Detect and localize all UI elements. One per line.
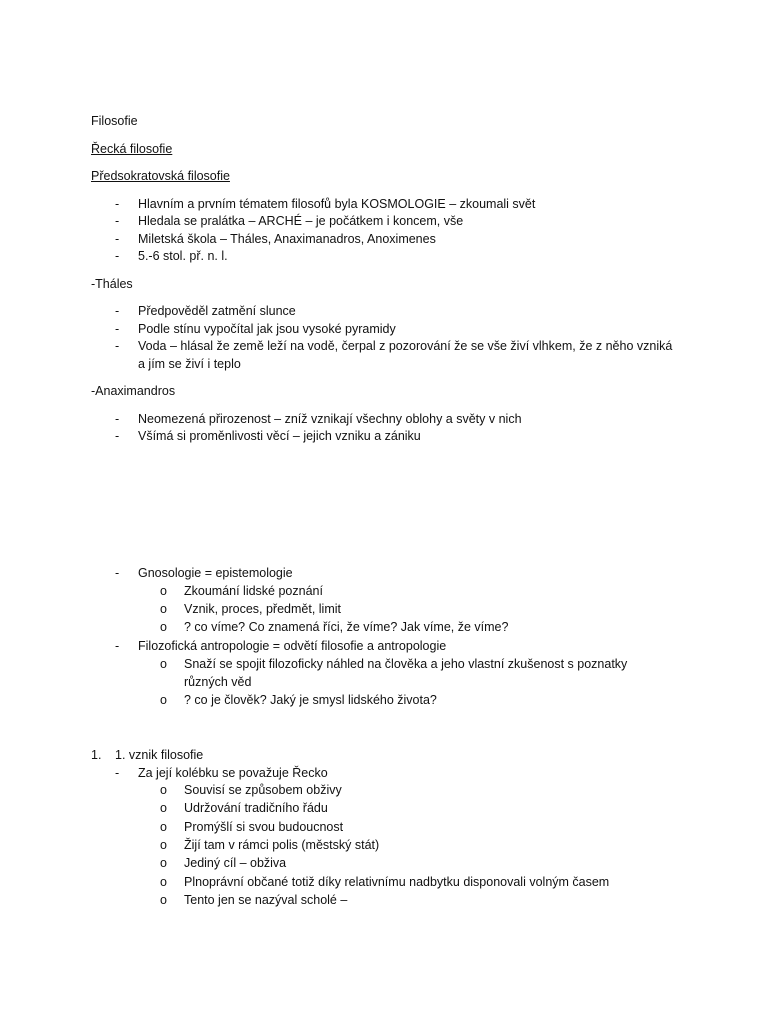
circle-bullet: o	[160, 875, 167, 889]
document-title: Filosofie	[91, 114, 138, 128]
dash-bullet: -	[115, 322, 120, 336]
circle-bullet: o	[160, 801, 167, 815]
dash-bullet: -	[115, 214, 120, 228]
circle-bullet: o	[160, 893, 167, 907]
dash-bullet: -	[115, 412, 120, 426]
section-heading-anaximandros: -Anaximandros	[91, 384, 176, 398]
section-heading-greek: Řecká filosofie	[91, 142, 173, 156]
dash-bullet: -	[115, 249, 120, 263]
dash-bullet: -	[115, 232, 120, 246]
circle-bullet: o	[160, 856, 167, 870]
number-marker: 1.	[91, 748, 102, 762]
circle-bullet: o	[160, 693, 167, 707]
list-item-continuation: a jím se živí i teplo	[138, 357, 241, 371]
dash-bullet: -	[115, 197, 120, 211]
section-heading-thales: -Tháles	[91, 277, 133, 291]
dash-bullet: -	[115, 566, 120, 580]
circle-bullet: o	[160, 783, 167, 797]
circle-bullet: o	[160, 657, 167, 671]
document-page: Filosofie Řecká filosofie Předsokratovská filosofie - Hlavním a prvním tématem filosofů byla KOSMOLOGIE – zkoumali svět - Hledala se pralátka – ARCHÉ – je počátkem i koncem, vše - Miletská škola – Tháles, Anaximanadros, Anoximenes - 5.-6 stol. př. n. l. -Tháles - Předpověděl zatmění slunce - Podle stínu vypočítal jak jsou vysoké pyramidy - Voda – hlásal že země leží na vodě, čerpal z pozorování že se vše živí vlhkem, že z něho vzniká a jím se živí i teplo -Anaximandros - Neomezená přirozenost – zníž vznikají všechny oblohy a světy v nich - Všímá si proměnlivosti věcí – jejich vzniku a zániku - Gnosologie = epistemologie o Zkoumání lidské poznání o Vznik, proces, předmět, limit o ? co víme? Co znamená říci, že víme? Jak víme, že víme? - Filozofická antropologie = odvětí filosofie a antropologie o Snaží se spojit filozoficky náhled na člověka a jeho vlastní zkušenost s poznatky různých věd o ? co je člověk? Jaký je smysl lidského života? 1. 1. vznik filosofie - Za její kolébku se považuje Řecko o Souvisí se způsobem obživy o Udržování tradičního řádu o Promýšlí si svou budoucnost o Žijí tam v rámci polis (městský stát) o Jediný cíl – obživa o Plnoprávní občané totiž díky relativnímu nadbytku disponovali volným časem o Tento jen se nazýval scholé –	[0, 0, 768, 1024]
dash-bullet: -	[115, 429, 120, 443]
sub-list-item-continuation: různých věd	[184, 675, 252, 689]
dash-bullet: -	[115, 304, 120, 318]
circle-bullet: o	[160, 602, 167, 616]
section-heading-presocratic: Předsokratovská filosofie	[91, 169, 230, 183]
circle-bullet: o	[160, 838, 167, 852]
dash-bullet: -	[115, 639, 120, 653]
dash-bullet: -	[115, 339, 120, 353]
circle-bullet: o	[160, 820, 167, 834]
circle-bullet: o	[160, 620, 167, 634]
dash-bullet: -	[115, 766, 120, 780]
circle-bullet: o	[160, 584, 167, 598]
